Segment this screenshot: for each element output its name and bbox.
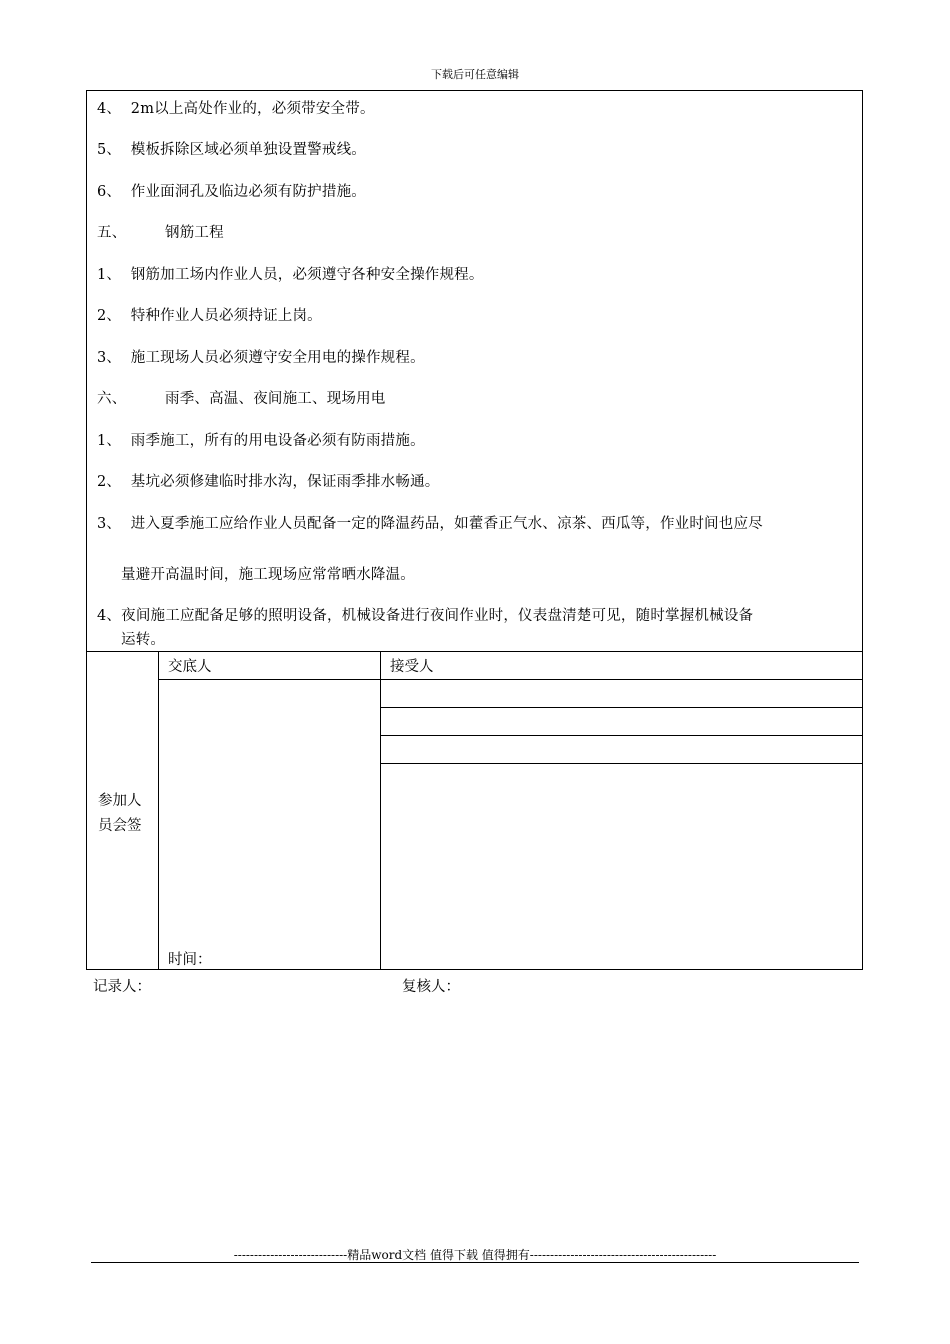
time-label: 时间：	[168, 952, 212, 968]
content-line: 1、 雨季施工，所有的用电设备必须有防雨措施。	[97, 433, 425, 449]
section-heading: 六、 雨季、高温、夜间施工、现场用电	[97, 391, 386, 407]
content-line-continuation: 量避开高温时间，施工现场应常常晒水降温。	[121, 567, 415, 583]
document-frame	[86, 90, 863, 970]
receiver-signature-cell[interactable]	[381, 680, 862, 707]
receiver-signature-cell[interactable]	[381, 736, 862, 763]
section-heading: 五、 钢筋工程	[97, 225, 224, 241]
recorder-label: 记录人：	[93, 979, 151, 995]
receiver-signature-cell[interactable]	[381, 708, 862, 735]
giver-signature-cell[interactable]	[159, 680, 380, 970]
content-line: 1、 钢筋加工场内作业人员，必须遵守各种安全操作规程。	[97, 267, 484, 283]
reviewer-label: 复核人：	[402, 979, 460, 995]
sign-off-table	[87, 651, 862, 970]
content-text-region	[87, 91, 862, 651]
participants-label-line1: 参加人	[98, 793, 142, 809]
giver-header: 交底人	[168, 659, 212, 675]
receiver-header: 接受人	[390, 659, 434, 675]
content-line: 4、 2m以上高处作业的，必须带安全带。	[97, 101, 375, 117]
content-line-continuation: 运转。	[121, 632, 166, 648]
content-line: 3、 进入夏季施工应给作业人员配备一定的降温药品，如藿香正气水、凉茶、西瓜等，作业时间也应尽	[97, 516, 763, 532]
footer-rule	[91, 1262, 859, 1263]
content-line: 4、夜间施工应配备足够的照明设备，机械设备进行夜间作业时，仪表盘清楚可见，随时掌握机械设备	[97, 608, 754, 624]
content-line: 2、 基坑必须修建临时排水沟，保证雨季排水畅通。	[97, 474, 440, 490]
footer-banner: ----------------------------精品word文档 值得下载 值得拥有----------------------------------------------	[233, 1248, 717, 1262]
content-line: 3、 施工现场人员必须遵守安全用电的操作规程。	[97, 350, 425, 366]
header-note: 下载后可任意编辑	[431, 68, 519, 81]
participants-label-line2: 员会签	[98, 818, 142, 834]
content-line: 6、 作业面洞孔及临边必须有防护措施。	[97, 184, 366, 200]
receiver-signature-cell[interactable]	[381, 764, 862, 970]
content-line: 5、 模板拆除区域必须单独设置警戒线。	[97, 142, 366, 158]
content-line: 2、 特种作业人员必须持证上岗。	[97, 308, 322, 324]
